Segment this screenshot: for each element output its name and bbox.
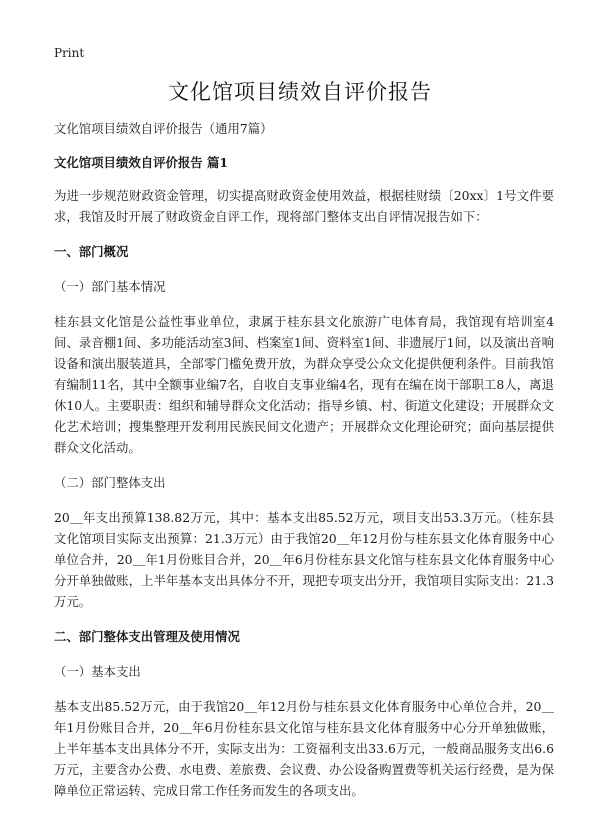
part1-overall-expenditure-paragraph: 20＿年支出预算138.82万元，其中：基本支出85.52万元，项目支出53.3万元。（桂东县文化馆项目实际支出预算：21.3万元）由于我馆20＿年12月份与桂东县文化体育服务中心单位合并，20＿年1月份账目合并，20＿年6月份桂东县文化馆与桂东县文化体育服务中心分开单独做账，上半年基本支出具体分不开，现把专项支出分开，我馆项目实际支出：21.3万元。 — [54, 510, 554, 609]
print-link[interactable]: Print — [54, 46, 85, 60]
part1-subheading-overall-expenditure: （二）部门整体支出 — [54, 475, 166, 490]
intro-paragraph: 为进一步规范财政资金管理，切实提高财政资金使用效益，根据桂财绩〔20xx〕1号文件要求，我馆及时开展了财政资金自评工作，现将部门整体支出自评情况报告如下： — [54, 188, 554, 224]
part1-subheading-basic-info: （一）部门基本情况 — [54, 279, 166, 294]
part2-subheading-basic-expenditure: （一）基本支出 — [54, 664, 141, 679]
part1-basic-info-paragraph: 桂东县文化馆是公益性事业单位，隶属于桂东县文化旅游广电体育局，我馆现有培训室4间、录音棚1间、多功能活动室3间、档案室1间、资料室1间、非遗展厅1间，以及演出音响设备和演出服装道具，全部零门槛免费开放，为群众享受公众文化提供便利条件。目前我馆有编制11名，其中全额事业编7名，自收自支事业编4名，现有在编在岗干部职工8人，离退休10人。主要职责：组织和辅导群众文化活动；指导乡镇、村、街道文化建设；开展群众文化艺术培训；搜集整理开发利用民族民间文化遗产；开展群众文化理论研究；面向基层提供群众文化活动。 — [54, 314, 554, 455]
part2-heading: 二、部门整体支出管理及使用情况 — [54, 629, 240, 644]
document-body — [54, 118, 554, 815]
section-heading: 文化馆项目绩效自评价报告 篇1 — [54, 155, 229, 170]
document-title: 文化馆项目绩效自评价报告 — [168, 80, 432, 104]
document-subtitle: 文化馆项目绩效自评价报告（通用7篇） — [54, 121, 273, 136]
part2-basic-expenditure-paragraph: 基本支出85.52万元，由于我馆20＿年12月份与桂东县文化体育服务中心单位合并，20＿年1月份账目合并，20＿年6月份桂东县文化馆与桂东县文化体育服务中心分开单独做账，上半年基本支出具体分不开，实际支出为：工资福利支出33.6万元，一般商品服务支出6.6万元，主要含办公费、水电费、差旅费、会议费、办公设备购置费等机关运行经费，是为保障单位正常运转、完成日常工作任务而发生的各项支出。 — [54, 699, 554, 798]
part1-heading: 一、部门概况 — [54, 244, 129, 259]
